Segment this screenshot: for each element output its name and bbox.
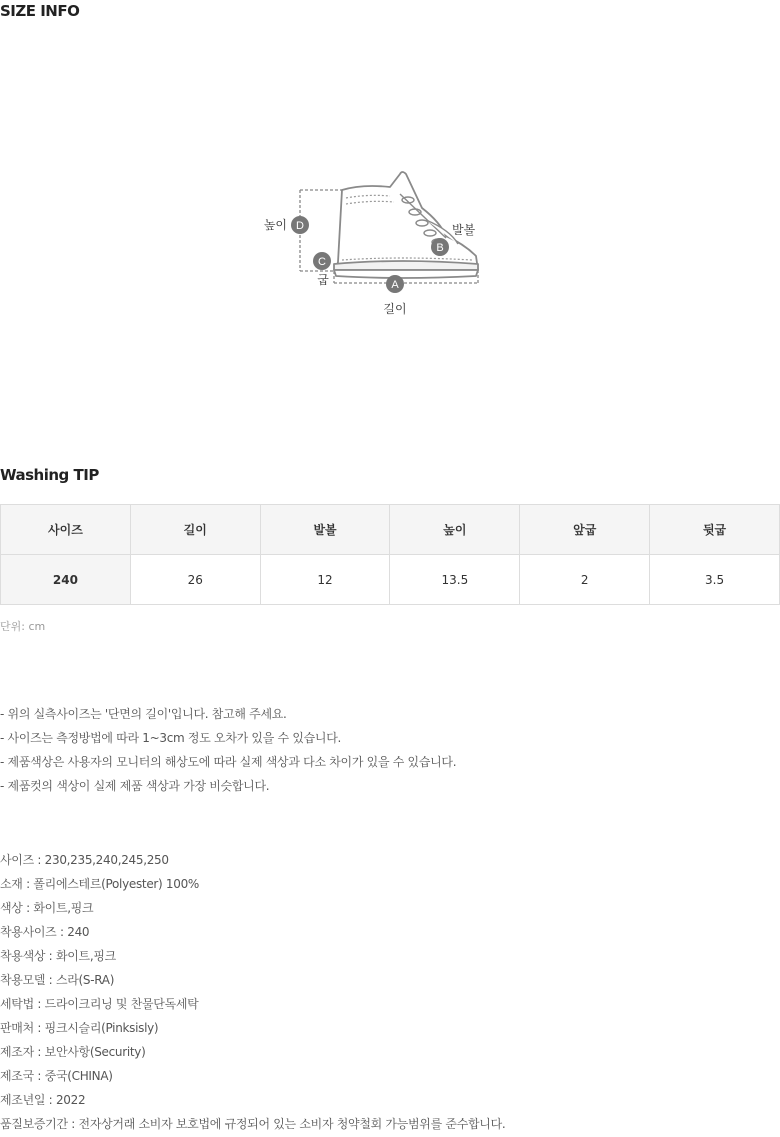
info-size: 사이즈 : 230,235,240,245,250 [0,853,169,867]
header-height: 높이 [390,505,520,555]
info-worn-color: 착용색상 : 화이트,핑크 [0,949,116,963]
table-header-row [1,505,780,555]
shoe-size-diagram [250,160,510,330]
note-item: - 제품색상은 사용자의 모니터의 해상도에 따라 실제 색상과 다소 차이가 있을 수 있습니다. [0,755,457,769]
svg-text:A: A [391,279,399,291]
info-color: 색상 : 화이트,핑크 [0,901,94,915]
note-item: - 사이즈는 측정방법에 따라 1~3cm 정도 오차가 있을 수 있습니다. [0,731,342,745]
svg-text:C: C [318,256,326,268]
unit-note: 단위: cm [0,620,46,633]
cell-back-heel: 3.5 [650,555,780,605]
cell-front-heel: 2 [520,555,650,605]
header-ball: 발볼 [260,505,390,555]
info-country: 제조국 : 중국(CHINA) [0,1069,113,1083]
label-length: 길이 [383,302,407,316]
cell-size: 240 [1,555,131,605]
size-table [0,504,780,605]
header-back-heel: 뒷굽 [650,505,780,555]
header-size: 사이즈 [1,505,131,555]
size-notes [0,702,456,798]
info-manufacturer: 제조자 : 보안사항(Security) [0,1045,146,1059]
marker-a [386,275,404,293]
info-seller: 판매처 : 핑크시슬리(Pinksisly) [0,1021,159,1035]
info-washing: 세탁법 : 드라이크리닝 및 찬물단독세탁 [0,997,199,1011]
label-ball: 발볼 [452,223,476,237]
size-info-title: SIZE INFO [0,2,80,20]
info-worn-size: 착용사이즈 : 240 [0,925,90,939]
shoe-illustration [250,160,510,330]
table-row [1,555,780,605]
marker-b [431,238,449,256]
product-info-list [0,848,505,1136]
svg-text:D: D [296,220,304,232]
svg-text:B: B [436,242,444,254]
note-item: - 제품컷의 색상이 실제 제품 색상과 가장 비슷합니다. [0,779,270,793]
cell-height: 13.5 [390,555,520,605]
info-year: 제조년일 : 2022 [0,1093,86,1107]
washing-tip-title: Washing TIP [0,466,99,484]
note-item: - 위의 실측사이즈는 '단면의 길이'입니다. 참고해 주세요. [0,707,287,721]
marker-c [313,252,331,270]
info-material: 소재 : 폴리에스테르(Polyester) 100% [0,877,200,891]
info-warranty: 품질보증기간 : 전자상거래 소비자 보호법에 규정되어 있는 소비자 청약철회 가능범위를 준수합니다. [0,1117,506,1131]
cell-ball: 12 [260,555,390,605]
header-front-heel: 앞굽 [520,505,650,555]
info-model: 착용모델 : 스라(S-RA) [0,973,115,987]
label-heel: 굽 [317,273,329,287]
cell-length: 26 [130,555,260,605]
label-height: 높이 [263,218,287,232]
marker-d [291,216,309,234]
header-length: 길이 [130,505,260,555]
